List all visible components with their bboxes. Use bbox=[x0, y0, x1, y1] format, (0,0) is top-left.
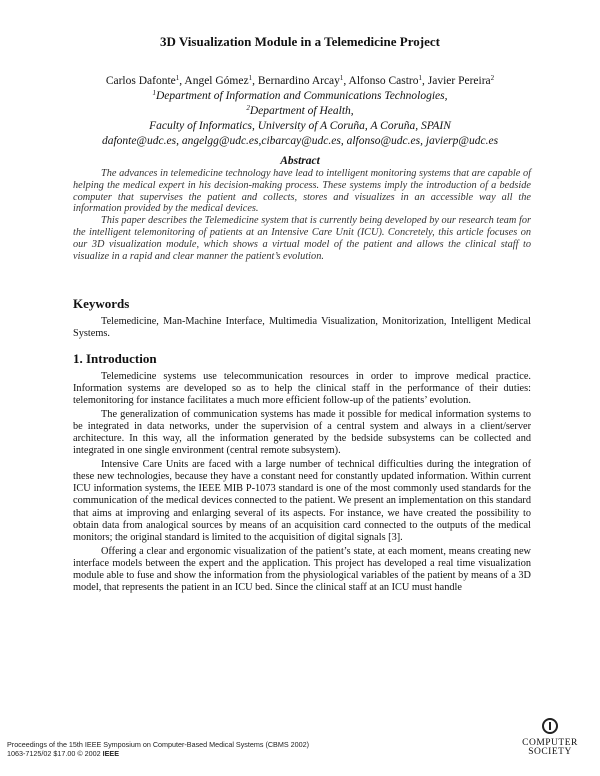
author-name: Alfonso Castro bbox=[348, 75, 419, 87]
computer-society-logo bbox=[520, 718, 580, 768]
keywords-heading: Keywords bbox=[73, 296, 130, 311]
footer-proceedings: Proceedings of the 15th IEEE Symposium on Computer-Based Medical Systems (CBMS 2002) bbox=[7, 740, 310, 749]
abstract-paragraph: This paper describes the Telemedicine system that is currently being developed by our research team for the intelligent telemonitoring of patients at an Intensive Care Unit (ICU). Concretely, this article focuses on our 3D visualization module, which shows a virtual model of the patient and allows the clinical staff to visualize in a rapid and clear manner the patient’s evolution. bbox=[73, 215, 531, 262]
introduction-body bbox=[73, 371, 531, 596]
body-paragraph: Intensive Care Units are faced with a large number of technical difficulties during the integration of these new technologies, because they have a constant need for constantly updated information. Within current ICU information systems, the IEEE MIB P-1073 standard is one of the most commonly used standards for the communication of the medical devices connected to the patient. We present an implementation on this standard that aims at improving and enlarging several of its aspects. For instance, we have created the possibility to obtain data from analogical sources by means of an acquisition card connected to the outputs of the medical monitors; the original standard is limited to the acquisition of digital signals [3]. bbox=[73, 459, 531, 543]
author-affil-mark: 1 bbox=[175, 74, 180, 82]
affil-mark: 2 bbox=[246, 104, 250, 112]
author-name: Carlos Dafonte bbox=[105, 75, 176, 87]
body-paragraph: Telemedicine systems use telecommunication resources in order to improve medical practice. Information systems are developed so as to help the clinical staff in the performance of their duties: telemonitoring for instance facilitates a much more efficient follow-up of the patients’ evolution. bbox=[73, 371, 531, 407]
affiliation-1 bbox=[0, 89, 600, 104]
author-name: Angel Gómez bbox=[184, 75, 249, 87]
affil-text: Department of Health, bbox=[249, 105, 354, 117]
author-affil-mark: 1 bbox=[248, 74, 253, 82]
author-affil-mark: 1 bbox=[418, 74, 423, 82]
page-footer bbox=[7, 740, 309, 758]
keywords-body bbox=[73, 316, 531, 342]
ieee-cs-emblem-icon bbox=[542, 718, 558, 734]
footer-copyright bbox=[7, 749, 309, 758]
abstract-body bbox=[73, 168, 531, 262]
author-affil-mark: 1 bbox=[339, 74, 344, 82]
footer-ieee: IEEE bbox=[102, 749, 120, 758]
author-name: Javier Pereira bbox=[427, 75, 491, 87]
author-affil-mark: 2 bbox=[490, 74, 495, 82]
abstract-paragraph: The advances in telemedicine technology have lead to intelligent monitoring systems that are capable of helping the medical expert in his decision-making process. These systems imply the introduction of a bedside computer that supervises the patient and collects, stores and visualizes in an accessible way all the information provided by the medical devices. bbox=[73, 168, 531, 215]
body-paragraph: The generalization of communication systems has made it possible for medical information systems to be integrated in data networks, under the supervision of a central system and always in a client/server architecture. In this way, all the information generated by the bedside subsystems can be collected and integrated in one single environment (central remote subsystem). bbox=[73, 409, 531, 457]
logo-line-2: SOCIETY bbox=[528, 747, 572, 757]
author-name: Bernardino Arcay bbox=[257, 75, 340, 87]
paper-title: 3D Visualization Module in a Telemedicine Project bbox=[160, 34, 440, 49]
author-emails: dafonte@udc.es, angelgg@udc.es,cibarcay@udc.es, alfonso@udc.es, javierp@udc.es bbox=[101, 135, 499, 147]
author-block bbox=[0, 74, 600, 149]
affil-mark: 1 bbox=[152, 89, 156, 97]
abstract-heading: Abstract bbox=[280, 155, 320, 167]
body-paragraph: Offering a clear and ergonomic visualization of the patient’s state, at each moment, means creating new interface models between the expert and the application. This project has developed a real time visualization module able to fuse and show the information from the physiological variables of the patient by means of a 3D model, that represents the patient in an ICU bed. Since the clinical staff at an ICU must handle bbox=[73, 545, 531, 593]
affiliation-2 bbox=[0, 104, 600, 119]
affiliation-3: Faculty of Informatics, University of A Coruña, A Coruña, SPAIN bbox=[149, 120, 451, 132]
footer-copyright-text: 1063-7125/02 $17.00 © 2002 bbox=[7, 749, 103, 758]
author-names: Carlos Dafonte$^1$, Angel Gómez$^1$, Bernardino Arcay$^1$, Alfonso Castro$^1$, Javier Pereira$^2$ bbox=[105, 74, 495, 87]
logo-line-1: COMPUTER bbox=[522, 738, 578, 748]
introduction-heading: 1. Introduction bbox=[73, 351, 157, 366]
affil-text: Department of Information and Communications Technologies, bbox=[155, 90, 448, 102]
keywords-text: Telemedicine, Man-Machine Interface, Multimedia Visualization, Monitorization, Intelligent Medical Systems. bbox=[73, 316, 531, 340]
